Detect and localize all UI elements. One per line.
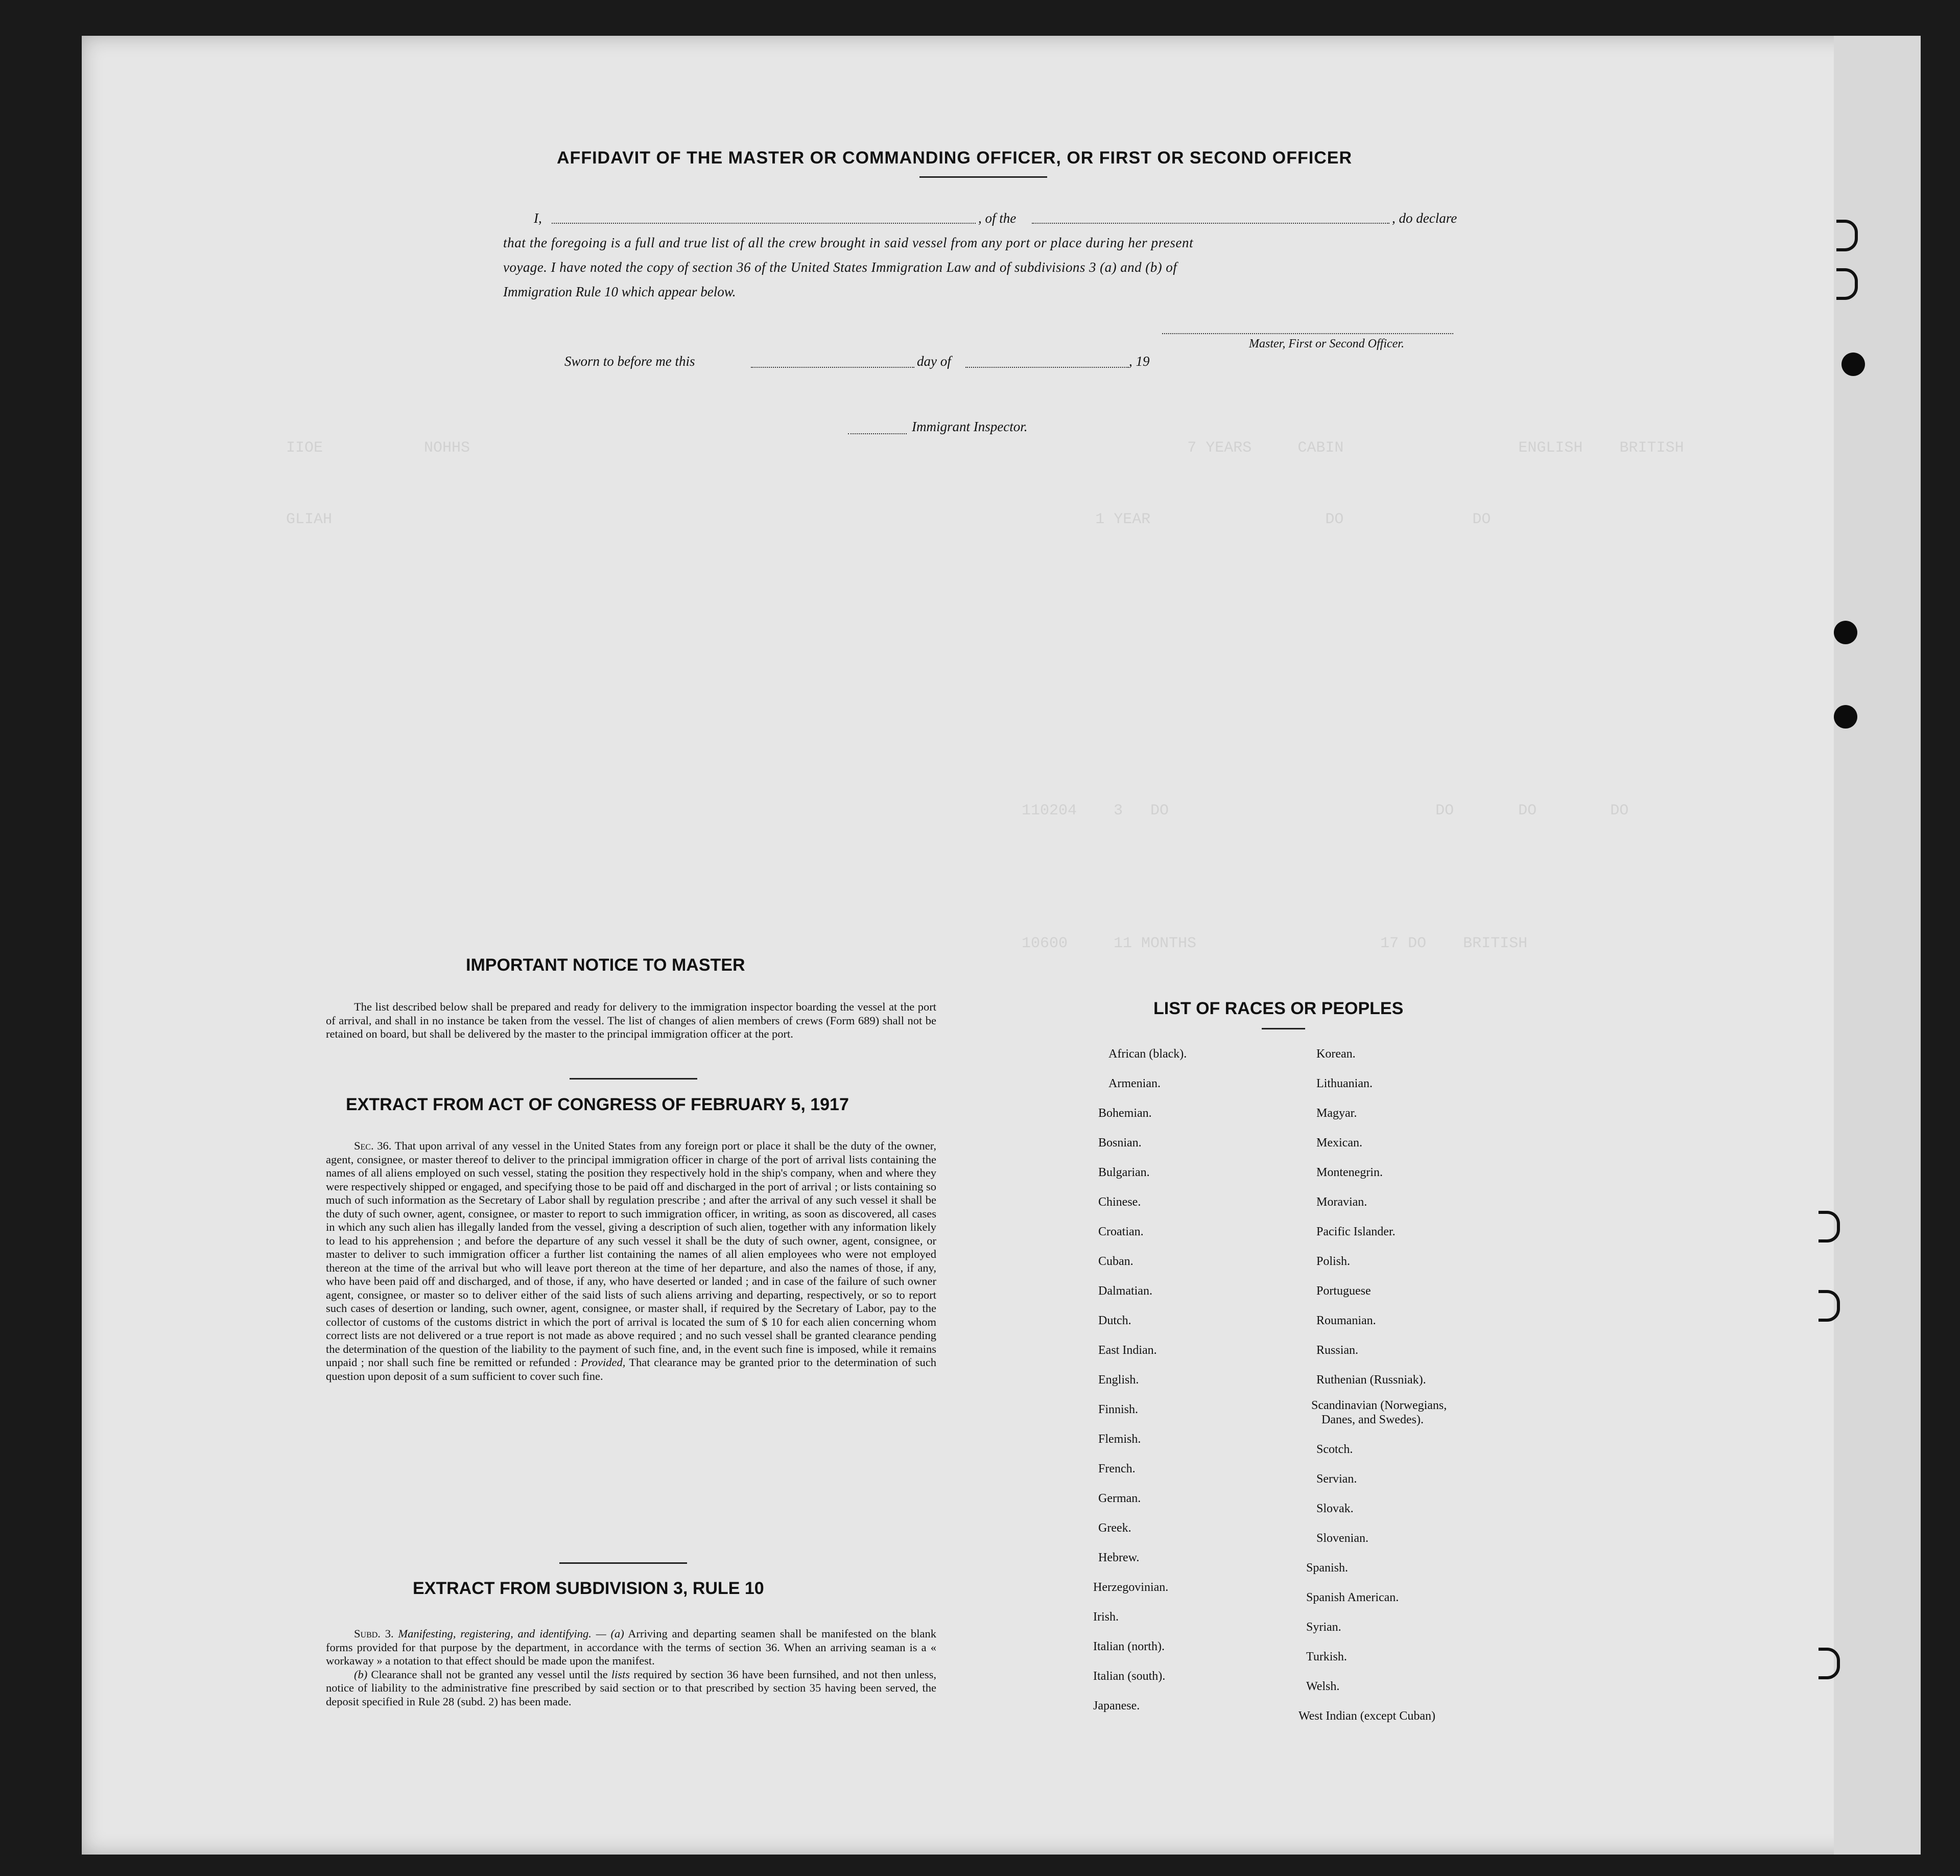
race-item: Croatian. (1098, 1225, 1144, 1238)
notice-paragraph: The list described below shall be prepared and ready for delivery to the immigration inspector boarding the vessel at the port of arrival, and shall in no instance be taken from the vessel. The list of changes of alien members of crews (Form 689) shall not be retained on board, but shall be delivered by the master to the principal immigration officer at the port. (326, 1000, 936, 1040)
sworn-year: , 19 (1129, 354, 1150, 369)
month-blank[interactable] (965, 367, 1129, 368)
punch-hole (1819, 1211, 1840, 1242)
subdivision-label: Subd. 3. (354, 1627, 394, 1640)
notice-text (326, 1000, 936, 1041)
race-item: German. (1098, 1492, 1141, 1505)
divider (559, 1562, 687, 1564)
race-item: Japanese. (1093, 1699, 1140, 1713)
race-item: Scandinavian (Norwegians, (1311, 1399, 1447, 1412)
clause-a-text: Arriving and departing seamen shall be manifested on the blank forms provided for that purpose by the department, in accordance with the terms of section 36. When an arriving seaman is a « workaway » a notation to that effect should be made upon the manifest. (326, 1627, 937, 1667)
race-item: Italian (north). (1093, 1640, 1165, 1653)
punch-hole (1836, 268, 1858, 300)
bleed-through: 110204 3 DO DO DO DO (1022, 802, 1629, 819)
race-item: Scotch. (1316, 1443, 1353, 1456)
race-item: Pacific Islander. (1316, 1225, 1396, 1238)
race-item: Slovenian. (1316, 1532, 1368, 1545)
race-item: Spanish. (1306, 1561, 1349, 1575)
race-item: Lithuanian. (1316, 1077, 1373, 1090)
document-sheet (82, 36, 1905, 1855)
subdivision-heading: Manifesting, registering, and identifying. (398, 1627, 592, 1640)
race-item: Irish. (1093, 1610, 1119, 1624)
race-item: Dalmatian. (1098, 1284, 1152, 1298)
clause-b-text-end: required by section 36 have been furnsihed, and not then unless, notice of liability to the administrative fine prescribed by said section or to that prescribed by section 35 having been served, the deposit specified in Rule 28 (subd. 2) has been made. (326, 1668, 936, 1708)
section-label: Sec. 36. (354, 1139, 392, 1152)
signature-label: Master, First or Second Officer. (1249, 337, 1404, 350)
bleed-through: IIOE NOHHS 7 YEARS CABIN ENGLISH BRITISH (286, 439, 1684, 457)
affidavit-line2: that the foregoing is a full and true list of all the crew brought in said vessel from any port or place during her present (503, 235, 1194, 250)
signature-blank[interactable] (1162, 333, 1453, 334)
punch-hole (1834, 705, 1857, 729)
race-item: Bohemian. (1098, 1107, 1152, 1120)
race-item: Bulgarian. (1098, 1166, 1150, 1179)
provided-word: Provided, (581, 1356, 626, 1369)
race-item: Turkish. (1306, 1650, 1347, 1663)
lists-word: lists (611, 1668, 630, 1681)
inspector-blank[interactable] (848, 433, 907, 434)
race-item: Spanish American. (1306, 1591, 1399, 1604)
race-item: Ruthenian (Russniak). (1316, 1373, 1426, 1387)
race-item: French. (1098, 1462, 1136, 1475)
race-item: Danes, and Swedes). (1321, 1413, 1424, 1426)
act-body: That upon arrival of any vessel in the United States from any foreign port or place it shall be the duty of the owner, agent, consignee, or master thereof to deliver to the principal immigration officer in charge of the port of arrival lists containing the names of all aliens employed on such vessel, stating the position they respectively hold in the ship's company, when and where they were respectively shipped or engaged, and specifying those to be paid off and discharged in the port of arrival ; or lists containing so much of such information as the Secretary of Labor shall by regulation prescribe ; and after the arrival of any such vessel it shall be the duty of such owner, agent, consignee, or master to report to such immigration officer, in writing, as soon as discovered, all cases in which any such alien has illegally landed from the vessel, giving a description of such alien, together with any information likely to lead to his apprehension ; and before the departure of any such vessel it shall be the duty of such owner, agent, consignee, or master to deliver to such immigration officer a further list containing the names of all alien employees who were not employed thereon at the time of the arrival but who will leave port thereon at the time of her departure, and also the names of those, if any, who have been paid off and discharged, and of those, if any, who have deserted or landed ; and in case of the failure of such owner agent, consignee, or master so to deliver either of the said lists of such aliens arriving and departing, respectively, or so to report such cases of desertion or landing, such owner, agent, consignee, or master shall, if required by the Secretary of Labor, pay to the collector of customs of the customs district in which the port of arrival is located the sum of $ 10 for each alien concerning whom correct lists are not delivered or a true report is not made as above required ; and no such vessel shall be granted clearance pending the determination of the question of the liability to the payment of such fine, and, in the event such fine is imposed, while it remains unpaid ; nor shall such fine be remitted or refunded : (326, 1139, 937, 1369)
page-edge (1834, 36, 1921, 1855)
sworn-day-of: day of (917, 354, 951, 369)
race-item: Slovak. (1316, 1502, 1354, 1515)
bleed-through: GLIAH 1 YEAR DO DO (286, 511, 1491, 528)
punch-hole (1834, 621, 1857, 644)
divider (570, 1078, 697, 1080)
race-item: Armenian. (1108, 1077, 1161, 1090)
race-item: Mexican. (1316, 1136, 1362, 1150)
divider (919, 176, 1047, 178)
races-title: LIST OF RACES OR PEOPLES (1153, 999, 1404, 1018)
inspector-label: Immigrant Inspector. (912, 419, 1028, 434)
notice-title: IMPORTANT NOTICE TO MASTER (466, 955, 745, 975)
race-item: Herzegovinian. (1093, 1581, 1169, 1594)
day-blank[interactable] (751, 367, 914, 368)
sworn-text: Sworn to before me this (564, 354, 695, 369)
race-item: Roumanian. (1316, 1314, 1376, 1327)
race-item: Greek. (1098, 1521, 1131, 1535)
punch-hole (1841, 353, 1865, 376)
race-item: Chinese. (1098, 1195, 1141, 1209)
race-item: West Indian (except Cuban) (1298, 1709, 1435, 1723)
race-item: Russian. (1316, 1344, 1359, 1357)
bleed-through: 10600 11 MONTHS 17 DO BRITISH (1022, 935, 1528, 952)
race-item: Cuban. (1098, 1255, 1134, 1268)
race-item: Flemish. (1098, 1433, 1141, 1446)
race-item: Hebrew. (1098, 1551, 1140, 1564)
clause-a-label: — (a) (596, 1627, 624, 1640)
punch-hole (1836, 220, 1858, 251)
race-item: English. (1098, 1373, 1139, 1387)
vessel-blank[interactable] (1032, 223, 1389, 224)
race-item: Dutch. (1098, 1314, 1131, 1327)
race-item: Korean. (1316, 1047, 1356, 1061)
race-item: Magyar. (1316, 1107, 1357, 1120)
race-item: Moravian. (1316, 1195, 1367, 1209)
act-text (326, 1139, 936, 1383)
race-item: Welsh. (1306, 1680, 1340, 1693)
name-blank[interactable] (552, 223, 976, 224)
race-item: Portuguese (1316, 1284, 1371, 1298)
race-item: Syrian. (1306, 1621, 1341, 1634)
race-item: Finnish. (1098, 1403, 1139, 1416)
punch-hole (1819, 1648, 1840, 1679)
race-item: Italian (south). (1093, 1670, 1166, 1683)
rule-title: EXTRACT FROM SUBDIVISION 3, RULE 10 (413, 1579, 764, 1598)
race-item: Montenegrin. (1316, 1166, 1383, 1179)
affidavit-of-the: , of the (978, 210, 1017, 226)
act-body-end: That clearance may be granted prior to the determination of such question upon deposit of a sum sufficient to cover such fine. (326, 1356, 936, 1382)
affidavit-declare: , do declare (1392, 210, 1457, 226)
affidavit-line3: voyage. I have noted the copy of section 36 of the United States Immigration Law and of subdivisions 3 (a) and (b) of (503, 260, 1177, 275)
clause-b-label: (b) (354, 1668, 368, 1681)
clause-b-text: Clearance shall not be granted any vessel until the (371, 1668, 608, 1681)
affidavit-title: AFFIDAVIT OF THE MASTER OR COMMANDING OFFICER, OR FIRST OR SECOND OFFICER (557, 148, 1352, 168)
affidavit-i: I, (534, 210, 542, 226)
divider (1262, 1028, 1305, 1029)
race-item: African (black). (1108, 1047, 1187, 1061)
punch-hole (1819, 1290, 1840, 1322)
affidavit-line4: Immigration Rule 10 which appear below. (503, 284, 736, 299)
race-item: Bosnian. (1098, 1136, 1142, 1150)
act-title: EXTRACT FROM ACT OF CONGRESS OF FEBRUARY 5, 1917 (346, 1095, 849, 1114)
race-item: East Indian. (1098, 1344, 1157, 1357)
rule-text (326, 1627, 936, 1708)
race-item: Servian. (1316, 1472, 1357, 1486)
race-item: Polish. (1316, 1255, 1351, 1268)
